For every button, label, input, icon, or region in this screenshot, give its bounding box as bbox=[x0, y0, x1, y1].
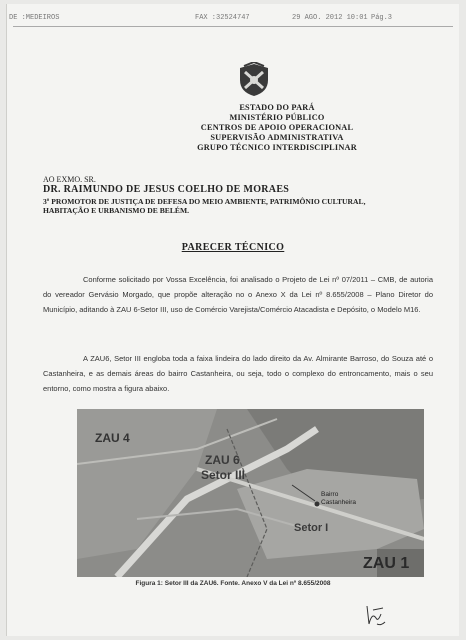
header-state: ESTADO DO PARÁ bbox=[239, 103, 315, 112]
fax-sender: DE :MEDEIROS bbox=[9, 14, 60, 22]
header-centers: CENTROS DE APOIO OPERACIONAL bbox=[200, 123, 354, 132]
figure-caption: Figura 1: Setor III da ZAU6. Fonte. Anexo V da Lei nº 8.655/2008 bbox=[135, 580, 331, 587]
header-supervision: SUPERVISÃO ADMINISTRATIVA bbox=[210, 133, 344, 142]
document-page bbox=[6, 4, 459, 636]
header-ministry: MINISTÉRIO PÚBLICO bbox=[229, 113, 325, 122]
map-label-castanheira: Castanheira bbox=[321, 499, 357, 506]
map-label-zau4: ZAU 4 bbox=[95, 431, 130, 445]
fax-datetime: 29 AGO. 2012 10:01 bbox=[292, 14, 368, 22]
addressee-role-line1: 3º PROMOTOR DE JUSTIÇA DE DEFESA DO MEIO AMBIENTE, PATRIMÔNIO CULTURAL, bbox=[43, 197, 366, 206]
fax-page: Pág.3 bbox=[371, 14, 393, 22]
paragraph-1-text: Conforme solicitado por Vossa Excelência, foi analisado o Projeto de Lei nº 07/2011 – CMB, de autoria do vereador Gervásio Morgado, que propõe alteração no o Anexo X da Lei nº 8.655/2008 – Plano Diretor do Município, aditando à ZAU 6-Setor III, uso de Comércio Varejista/Comércio Atacadista e Depósito, o Modelo M16. bbox=[43, 275, 433, 314]
map-label-setor3: Setor III bbox=[201, 468, 246, 482]
addressee-salutation: AO EXMO. SR. bbox=[43, 175, 96, 184]
paragraph-1 bbox=[43, 272, 433, 317]
header-group: GRUPO TÉCNICO INTERDISCIPLINAR bbox=[197, 143, 357, 152]
coat-of-arms-icon bbox=[236, 62, 272, 98]
addressee-role-line2: HABITAÇÃO E URBANISMO DE BELÉM. bbox=[43, 206, 190, 215]
addressee-name: DR. RAIMUNDO DE JESUS COELHO DE MORAES bbox=[43, 184, 290, 195]
paragraph-2-text: A ZAU6, Setor III engloba toda a faixa lindeira do lado direito da Av. Almirante Barroso, do Souza até o Castanheira, e as demais áreas do bairro Castanheira, ou seja, todo o complexo do entroncamento, mais o seu entorno, como mostra a figura abaixo. bbox=[43, 354, 433, 393]
signature-initials bbox=[363, 602, 387, 628]
zoning-map bbox=[77, 409, 424, 577]
map-label-bairro: Bairro bbox=[321, 491, 339, 498]
paragraph-2 bbox=[43, 351, 433, 396]
map-label-setor1: Setor I bbox=[294, 522, 329, 534]
map-label-zau6: ZAU 6 bbox=[205, 453, 240, 467]
fax-number: FAX :32524747 bbox=[195, 14, 250, 22]
fax-rule bbox=[13, 26, 453, 27]
document-title: PARECER TÉCNICO bbox=[181, 242, 285, 253]
map-label-zau1: ZAU 1 bbox=[363, 555, 410, 572]
